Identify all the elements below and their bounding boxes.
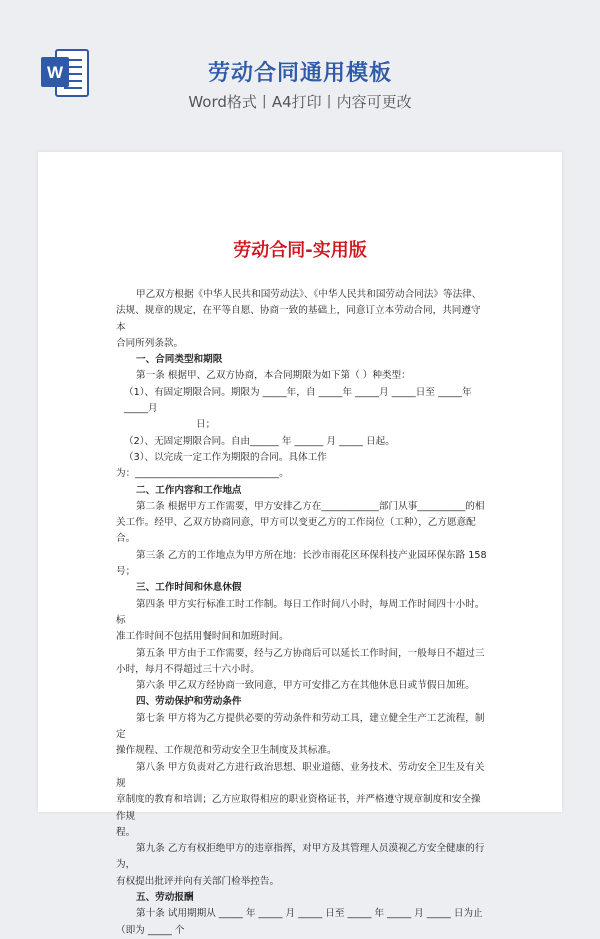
body-line: 操作规程、工作规范和劳动安全卫生制度及其标准。 <box>116 745 337 757</box>
body-line: 有权提出批评并向有关部门检举控告。 <box>116 875 280 887</box>
body-line: 合同所列条款。 <box>116 337 184 349</box>
document-body <box>116 287 488 939</box>
section-heading: 一、合同类型和期限 <box>136 354 223 366</box>
body-line: 第二条 根据甲方工作需要，甲方安排乙方在____________部门从事__________的相 <box>136 500 485 512</box>
document-page <box>38 152 562 936</box>
body-line: 第八条 甲方负责对乙方进行政治思想、职业道德、业务技术、劳动安全卫生及有关规 <box>116 761 485 789</box>
svg-text:W: W <box>46 63 64 82</box>
body-line: 章制度的教育和培训；乙方应取得相应的职业资格证书，并严格遵守规章制度和安全操作规 <box>116 794 481 822</box>
body-line: 甲乙双方根据《中华人民共和国劳动法》、《中华人民共和国劳动合同法》等法律、 <box>136 289 482 300</box>
body-line: 准工作时间不包括用餐时间和加班时间。 <box>116 631 289 643</box>
page-subtitle: Word格式丨A4打印丨内容可更改 <box>188 93 412 111</box>
section-heading: 二、工作内容和工作地点 <box>136 484 242 496</box>
document-title: 劳动合同-实用版 <box>233 240 367 261</box>
body-line: （1）、有固定期限合同。期限为 _____年，自 _____年 _____月 _____日至 _____年 _____月 <box>124 386 472 415</box>
body-line: 程。 <box>116 826 136 838</box>
section-heading: 四、劳动保护和劳动条件 <box>136 696 242 708</box>
section-heading: 五、劳动报酬 <box>136 891 194 903</box>
body-line: 关工作。经甲、乙双方协商同意，甲方可以变更乙方的工作岗位（工种），乙方愿意配合。 <box>116 517 476 545</box>
body-line: 第七条 甲方将为乙方提供必要的劳动条件和劳动工具，建立健全生产工艺流程，制定 <box>116 712 485 741</box>
body-line: 第三条 乙方的工作地点为甲方所在地：长沙市雨花区环保科技产业园环保东路 158 <box>136 549 487 561</box>
body-line: （3）、以完成一定工作为期限的合同。具体工作 <box>124 451 327 463</box>
body-line: 第一条 根据甲、乙双方协商，本合同期限为如下第（ ）种类型： <box>136 370 411 382</box>
body-line: 第四条 甲方实行标准工时工作制。每日工作时间八小时，每周工作时间四十小时。标 <box>116 598 485 626</box>
body-line: 第六条 甲乙双方经协商一致同意，甲方可安排乙方在其他休息日或节假日加班。 <box>136 680 475 692</box>
section-heading: 三、工作时间和休息休假 <box>136 582 242 594</box>
body-line: 第十条 试用期期从 _____ 年 _____ 月 _____ 日至 _____ 年 _____ 月 _____ 日为止（即为 _____ 个 <box>116 908 483 936</box>
body-line: 小时，每月不得超过三十六小时。 <box>116 663 260 675</box>
body-line: 为：______________________________。 <box>116 468 289 480</box>
body-line: 号； <box>116 566 136 578</box>
body-line: 法规、规章的规定，在平等自愿、协商一致的基础上，同意订立本劳动合同，共同遵守本 <box>116 305 481 333</box>
body-line: 日； <box>196 419 216 431</box>
page-title: 劳动合同通用模板 <box>207 61 392 86</box>
page-header <box>0 0 600 150</box>
body-line: 第九条 乙方有权拒绝甲方的违章指挥，对甲方及其管理人员漠视乙方安全健康的行为， <box>116 843 485 871</box>
body-line: （2）、无固定期限合同。自由______ 年 ______ 月 _____ 日起。 <box>124 435 395 447</box>
body-line: 第五条 甲方由于工作需要，经与乙方协商后可以延长工作时间，一般每日不超过三 <box>136 647 485 659</box>
